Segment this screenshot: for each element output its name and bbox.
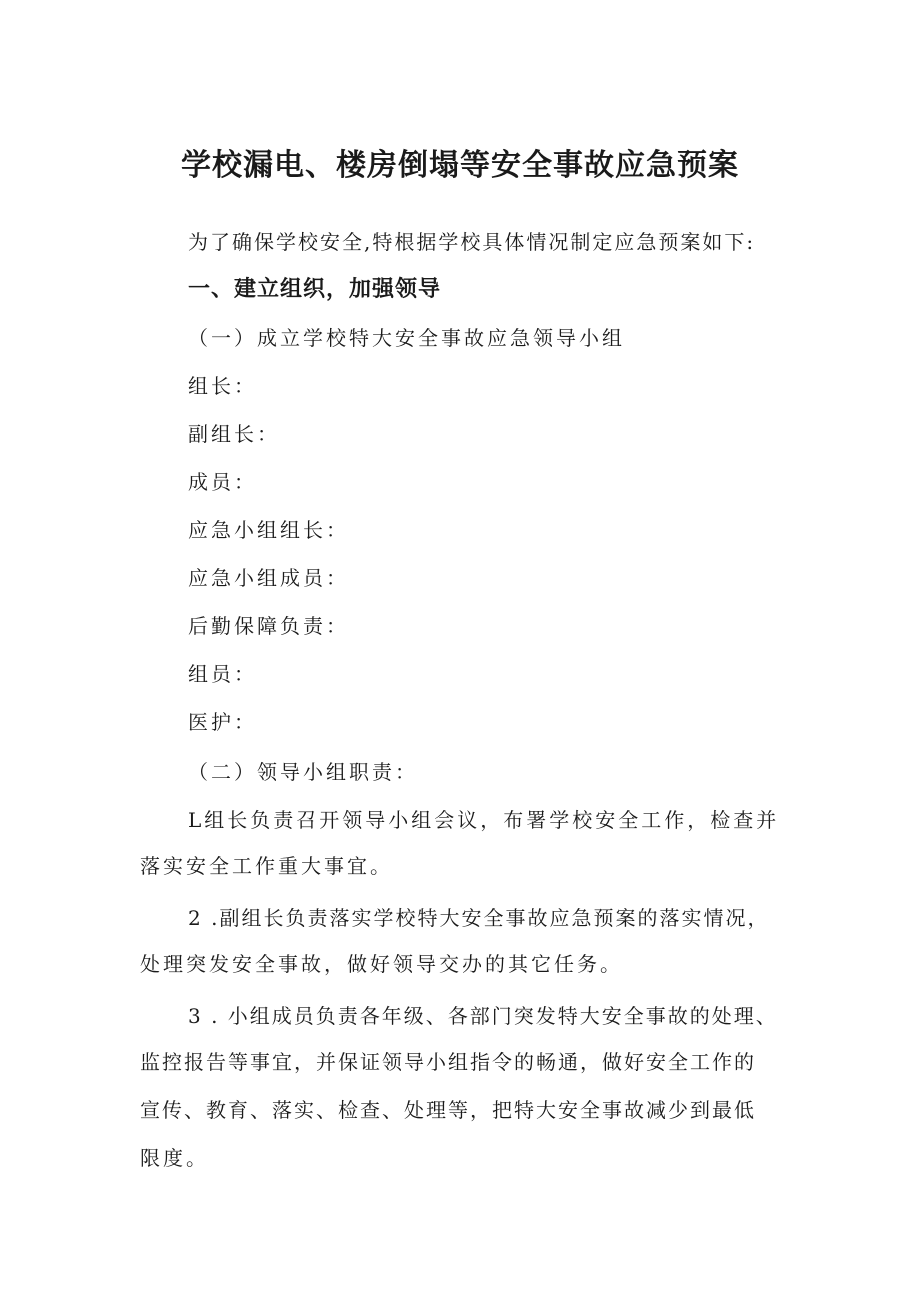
duty-1-line-2: 落实安全工作重大事宜。 — [140, 854, 393, 878]
duty-2-line-1: 2 .副组长负责落实学校特大安全事故应急预案的落实情况， — [188, 906, 770, 930]
duty-2-line-2: 处理突发安全事故，做好领导交办的其它任务。 — [140, 952, 623, 976]
role-emergency-members: 应急小组成员： — [188, 566, 349, 590]
duty-3-line-1: 3 . 小组成员负责各年级、各部门突发特大安全事故的处理、 — [188, 1004, 778, 1028]
role-emergency-leader: 应急小组组长： — [188, 518, 349, 542]
duty-1-line-1: L组长负责召开领导小组会议，布署学校安全工作，检查并 — [188, 808, 780, 832]
role-team-members: 组员： — [188, 662, 257, 686]
intro-paragraph: 为了确保学校安全,特根据学校具体情况制定应急预案如下: — [188, 230, 756, 254]
duty-3-line-2: 监控报告等事宜，并保证领导小组指令的畅通，做好安全工作的 — [140, 1050, 756, 1074]
duty-3-line-4: 限度。 — [140, 1146, 209, 1170]
role-members: 成员： — [188, 470, 257, 494]
role-logistics: 后勤保障负责： — [188, 614, 349, 638]
subsection-heading-1: （一）成立学校特大安全事故应急领导小组 — [188, 326, 625, 350]
document-title: 学校漏电、楼房倒塌等安全事故应急预案 — [181, 148, 739, 183]
subsection-heading-2: （二）领导小组职责： — [188, 760, 418, 784]
role-leader: 组长： — [188, 374, 257, 398]
role-deputy-leader: 副组长： — [188, 422, 280, 446]
role-medical: 医护： — [188, 710, 257, 734]
duty-3-line-3: 宣传、教育、落实、检查、处理等，把特大安全事故减少到最低 — [140, 1098, 756, 1122]
section-heading-1: 一、建立组织，加强领导 — [188, 277, 442, 302]
